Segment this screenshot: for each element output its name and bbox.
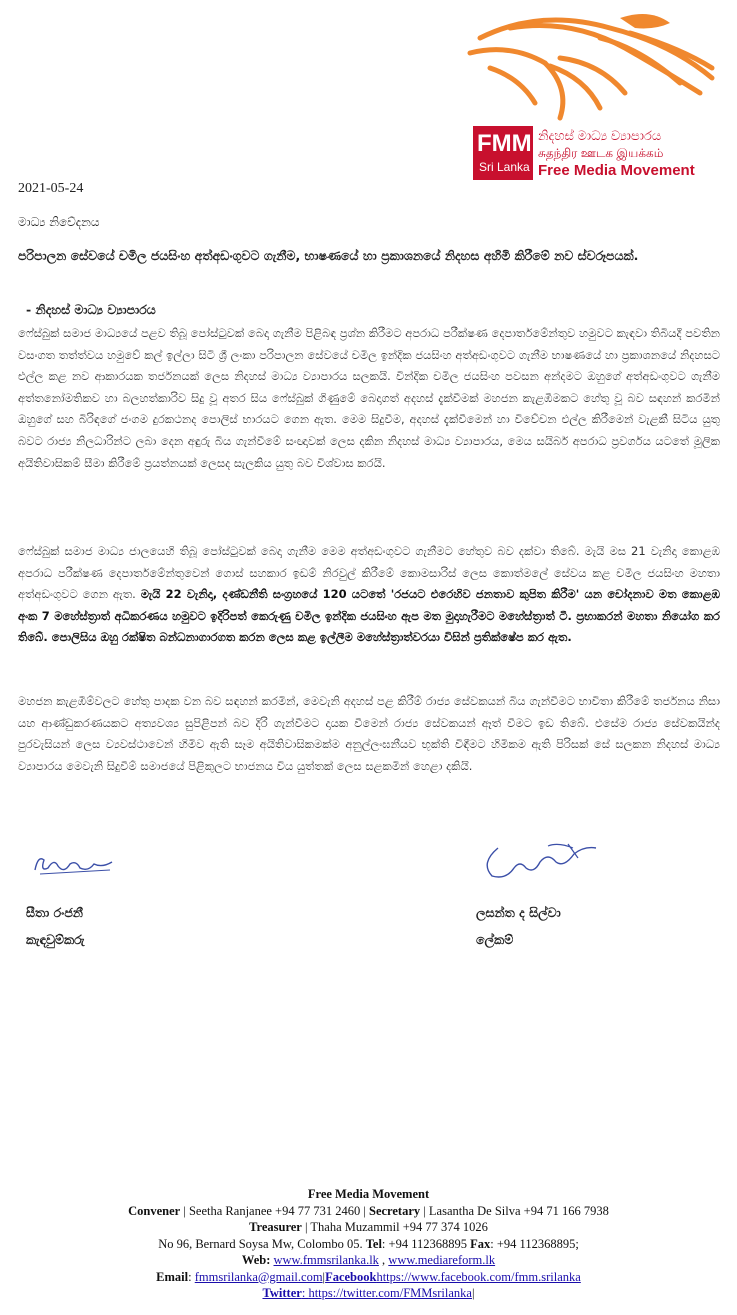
footer-contact: Free Media Movement Convener | Seetha Ranjanee +94 77 731 2460 | Secretary | Lasantha De Silva +94 71 166 7938 Treasurer | Thaha Muzammil +94 77 374 1026 No 96, Bernard Soysa Mw, Colombo 05. Tel: +94 112368895 Fax: +94 112368895; Web: www.fmmsrilanka.lk , www.mediareform.lk Email: fmmsrilanka@gmail.com|Facebookhttps://www.facebook.com/fmm.srilanka Twitter: https://twitter.com/FMMsrilanka| [128, 1187, 609, 1300]
fmm-abbr: FMM [477, 130, 532, 157]
footer-fax-label: Fax [470, 1236, 491, 1251]
footer-facebook-label: Facebook [325, 1269, 377, 1284]
footer-web-link-2[interactable]: www.mediareform.lk [388, 1253, 496, 1267]
org-name-tamil: சுதந்திர ஊடக இயக்கம் [538, 146, 664, 160]
paragraph-2-part-a: ෆේස්බුක් සමාජ මාධ්‍ය ජාලයෙහි තිබූ පෝස්ටුවක් බෙදා ගැනීම මෙම අත්අඩංගුවට ගැනීමට හේතුව බව දක්වා තිබේ. මැයි මස 21 වැනිදා කොළඹ අපරාධ පරීක්ෂණ දෙපාර්තමේන්තුවෙන් ගොස් සහකාර ඉඩම් නිරවුල් කිරීමේ කොමසාරිස් ලෙස කොත්මලේ සේවය කළ චමිල ජයසිංහ මහතා අත්අඩංගුවට ගෙන ඇත. [18, 544, 720, 602]
footer-email-label: Email [156, 1269, 189, 1284]
org-name-english: Free Media Movement [538, 162, 695, 179]
signatory-left-role: කැඳවුම්කරු [26, 932, 85, 947]
dove-logo-icon [450, 8, 720, 128]
signatory-right-name: ලසන්ත ද සිල්වා [476, 905, 561, 920]
fmm-sub: Sri Lanka [479, 160, 530, 174]
footer-address: No 96, Bernard Soysa Mw, Colombo 05. [158, 1236, 363, 1251]
document-label: මාධ්‍ය නිවේදනය [18, 215, 100, 229]
footer-convener: Seetha Ranjanee +94 77 731 2460 [188, 1203, 361, 1218]
org-name-sinhala: නිදහස් මාධ්‍ය ව්‍යාපාරය [538, 128, 662, 143]
footer-facebook-link[interactable]: https://www.facebook.com/fmm.srilanka [376, 1269, 581, 1284]
paragraph-2 [18, 541, 720, 649]
footer-org: Free Media Movement [307, 1187, 430, 1201]
footer-tel: +94 112368895 [388, 1236, 467, 1251]
footer-secretary: Lasantha De Silva +94 71 166 7938 [428, 1203, 609, 1218]
footer-email-link[interactable]: fmmsrilanka@gmail.com [194, 1269, 323, 1284]
footer-treasurer: Thaha Muzammil +94 77 374 1026 [310, 1220, 488, 1234]
footer-twitter-link[interactable]: https://twitter.com/FMMsrilanka [308, 1286, 472, 1300]
signoff-dash: - නිදහස් මාධ්‍ය ව්‍යාපාරය [26, 302, 156, 317]
footer-fax: +94 112368895; [496, 1236, 579, 1251]
footer-web-link-1[interactable]: www.fmmsrilanka.lk [273, 1253, 379, 1267]
paragraph-2-part-b: මැයි 22 වැනිදා, දණ්ඩනීති සංග්‍රහයේ 120 යටතේ 'රජයට එරෙහිව ජනතාව කුපිත කිරීම' යන චෝදනාව මත කොළඹ අංක 7 මහේස්ත්‍රාත් අධිකරණය හමුවට ඉදිරිපත් කෙරුණු චමිල ඉන්දික ජයසිංහ ඇප මත මුදාහැරීමට මහේස්ත්‍රාත් ටී. ප්‍රභාකරන් මහතා නියෝග කර තිබේ. පොලිසිය ඔහු රක්ෂිත බන්ධනාගාරගත කරන ලෙස කළ ඉල්ලීම මහේස්ත්‍රාත්වරයා විසින් ප්‍රතික්ෂේප කර ඇත. [18, 587, 720, 645]
document-date: 2021-05-24 [18, 181, 84, 196]
signature-left-icon [30, 850, 120, 880]
footer-treasurer-label: Treasurer [249, 1220, 302, 1234]
paragraph-3: මහජන කැළඹීම්වලට හේතු පාදක වන බව සඳහන් කරමින්, මෙවැනි අදහස් පළ කිරීම් රාජ්‍ය සේවකයන් බිය ගැන්වීමට භාවිතා කිරීමේ තර්ජනය නිසා යහ ආණ්ඩුකරණයකට අත්‍යවශ්‍ය සුපිළිපන් බව දිරි ගැන්වීමට දායක වීමෙන් රාජ්‍ය සේවකයන් ඈත් වීමට ඉඩ තිබේ. එසේම රාජ්‍ය සේවකයින්ද පුරවැසියන් ලෙස ව්‍යවස්ථාවෙන් හිමිව ඇති සෑම අයිතිවාසිකමක්ම අනුල්ලංඝනීයව භුක්ති විඳීමට හිමිකම ඇති පිරිසක් සේ සලකන නිදහස් මාධ්‍ය ව්‍යාපාරය මෙවැනි සිදුවීම් සමාජයේ පිළිකුලට භාජනය විය යුත්තක් ලෙස සළකමින් හෙළා දකියි. [18, 694, 720, 773]
footer-tel-label: Tel [365, 1236, 382, 1251]
footer-web-label: Web: [241, 1253, 271, 1267]
document-title: පරිපාලන සේවයේ චමිල ජයසිංහ අත්අඩංගුවට ගැනීම, භාෂණයේ හා ප්‍රකාශනයේ නිදහස අහිමි කිරීමේ නව ස්වරූපයක්. [18, 248, 639, 263]
footer-secretary-label: Secretary [369, 1203, 421, 1218]
footer-convener-label: Convener [128, 1203, 181, 1218]
fmm-badge [473, 126, 533, 180]
footer-twitter-label: Twitter [262, 1286, 302, 1300]
signatory-left-name: සීතා රංජනී [26, 905, 83, 920]
signature-right-icon [478, 838, 603, 883]
signatory-right-role: ලේකම් [476, 932, 514, 947]
fmm-logo [440, 8, 725, 183]
paragraph-1: ෆේස්බුක් සමාජ මාධ්‍යයේ පළව තිබූ පෝස්ටුවක් බෙදා ගැනීම පිළිබඳ ප්‍රශ්න කිරීමට අපරාධ පරීක්ෂණ දෙපාර්තමේන්තුව හමුවට කැඳවා තිබියදී පවතින වසංගත තත්ත්වය හමුවේ කල් ඉල්ලා සිටි ශ්‍රී ලංකා පරිපාලන සේවයේ චමිල ඉන්දික ජයසිංහ අත්අඩංගුවට ගැනීම භාෂණයේ හා ප්‍රකාශනයේ නිදහසට එල්ල කළ නව ආකාරයක තර්ජනයක් ලෙස නිදහස් මාධ්‍ය ව්‍යාපාරය සලකයි. වින්දික චමිල ජයසිංහ පවසන අන්දමට ඔහුගේ අත්අඩංගුවට ගැනීම අත්තනෝමතිකව හා බලහත්කාරිව සිදු වූ අතර සිය ෆේස්බුක් ගිණුමේ බෙදාගත් අදහස් දැක්වීමක් මහජන කැළඹීමකට හේතු වූ බව සඳහන් කරමින් ඔහුගේ සහ බිරිඳගේ ජංගම දුරකථනද පොලිස් භාරයට ගෙන ඇත. මෙම සිදුවීම, අදහස් දැක්වීමෙන් හා විවේචන එල්ල කිරීමෙන් වැළකී සිටිය යුතු බවට රාජ්‍ය නිලධාරින්ට ලබා දෙන අඳුරු බිය ගැන්වීමේ සංඥාවක් ලෙස දකින නිදහස් මාධ්‍ය ව්‍යාපාරය, මෙය සයිබර් අපරාධ ප්‍රවර්ගය යටතේ මූලික අයිතිවාසිකම් සීමා කිරීමේ ප්‍රයත්නයක් ලෙසද සැලකිය යුතු බව විශ්වාස කරයි. [18, 326, 720, 470]
